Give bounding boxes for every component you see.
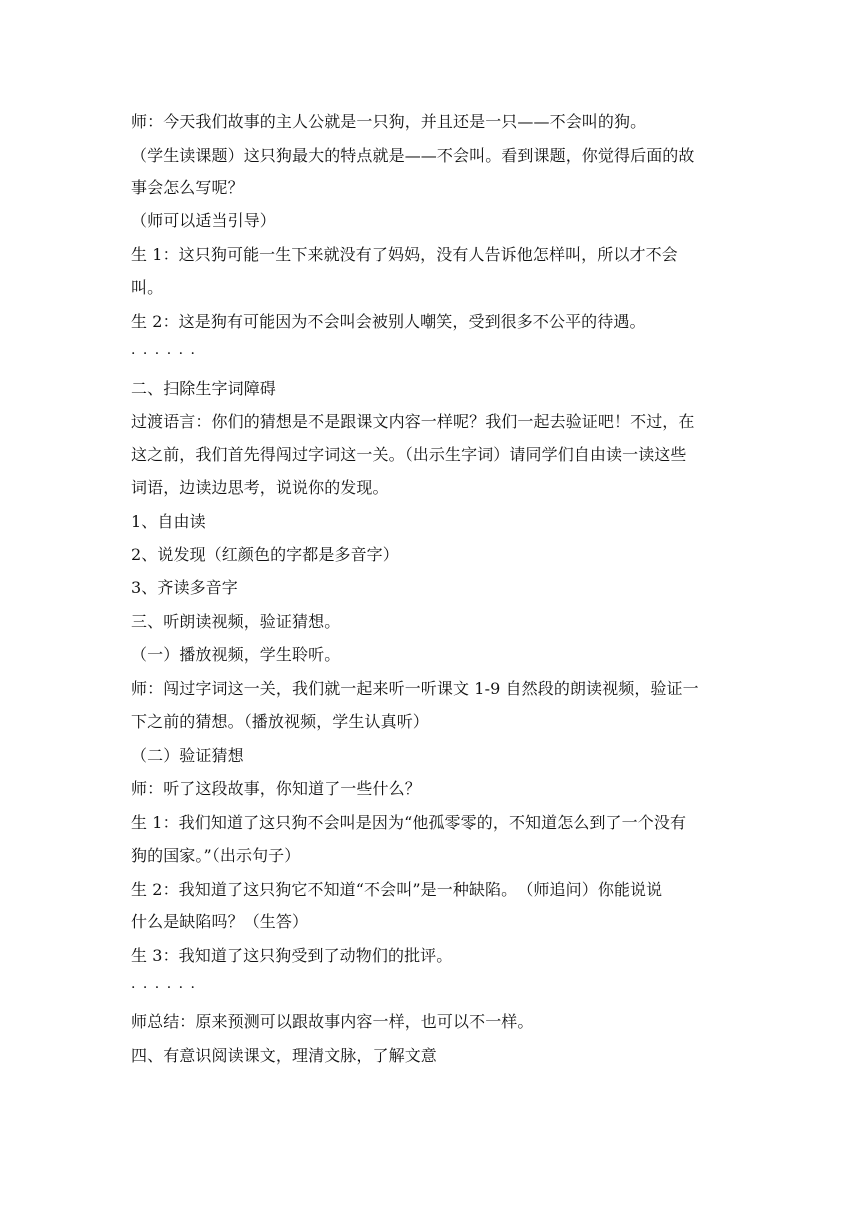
section-heading: 二、扫除生字词障碍 <box>131 379 276 398</box>
text-line: 师：听了这段故事，你知道了一些什么？ <box>131 779 421 798</box>
text-line: 生 1：我们知道了这只狗不会叫是因为“他孤零零的，不知道怎么到了一个没有 <box>131 813 687 832</box>
text-line: 过渡语言：你们的猜想是不是跟课文内容一样呢？我们一起去验证吧！不过，在 <box>131 412 695 431</box>
list-item: 1、自由读 <box>131 512 206 531</box>
ellipsis-dots: · · · · · · <box>131 346 197 362</box>
text-line: （学生读课题）这只狗最大的特点就是——不会叫。看到课题，你觉得后面的故 <box>131 146 695 165</box>
text-line: 师总结：原来预测可以跟故事内容一样，也可以不一样。 <box>131 1012 534 1031</box>
text-line: 叫。 <box>131 278 164 297</box>
text-line: 狗的国家。”（出示句子） <box>131 846 301 865</box>
text-line: 这之前，我们首先得闯过字词这一关。（出示生字词）请同学们自由读一读这些 <box>131 445 687 464</box>
section-heading: 三、听朗读视频，验证猜想。 <box>131 612 341 631</box>
text-line: 下之前的猜想。（播放视频，学生认真听） <box>131 712 429 731</box>
subsection-heading: （一）播放视频，学生聆听。 <box>131 645 341 664</box>
text-line: （师可以适当引导） <box>131 211 276 230</box>
text-line: 什么是缺陷吗？（生答） <box>131 912 309 931</box>
section-heading: 四、有意识阅读课文，理清文脉，了解文意 <box>131 1046 437 1065</box>
text-line: 事会怎么写呢？ <box>131 178 244 197</box>
text-line: 师：今天我们故事的主人公就是一只狗，并且还是一只——不会叫的狗。 <box>131 112 647 131</box>
text-line: 生 1：这只狗可能一生下来就没有了妈妈，没有人告诉他怎样叫，所以才不会 <box>131 245 678 264</box>
subsection-heading: （二）验证猜想 <box>131 746 244 765</box>
text-line: 生 3：我知道了这只狗受到了动物们的批评。 <box>131 946 453 965</box>
text-line: 生 2：我知道了这只狗它不知道“不会叫”是一种缺陷。 （师追问）你能说说 <box>131 880 663 899</box>
text-line: 生 2：这是狗有可能因为不会叫会被别人嘲笑，受到很多不公平的待遇。 <box>131 312 646 331</box>
list-item: 3、齐读多音字 <box>131 578 238 597</box>
text-line: 词语，边读边思考，说说你的发现。 <box>131 478 389 497</box>
ellipsis-dots: · · · · · · <box>131 980 197 996</box>
text-line: 师：闯过字词这一关，我们就一起来听一听课文 1-9 自然段的朗读视频，验证一 <box>131 679 699 698</box>
list-item: 2、说发现（红颜色的字都是多音字） <box>131 545 399 564</box>
